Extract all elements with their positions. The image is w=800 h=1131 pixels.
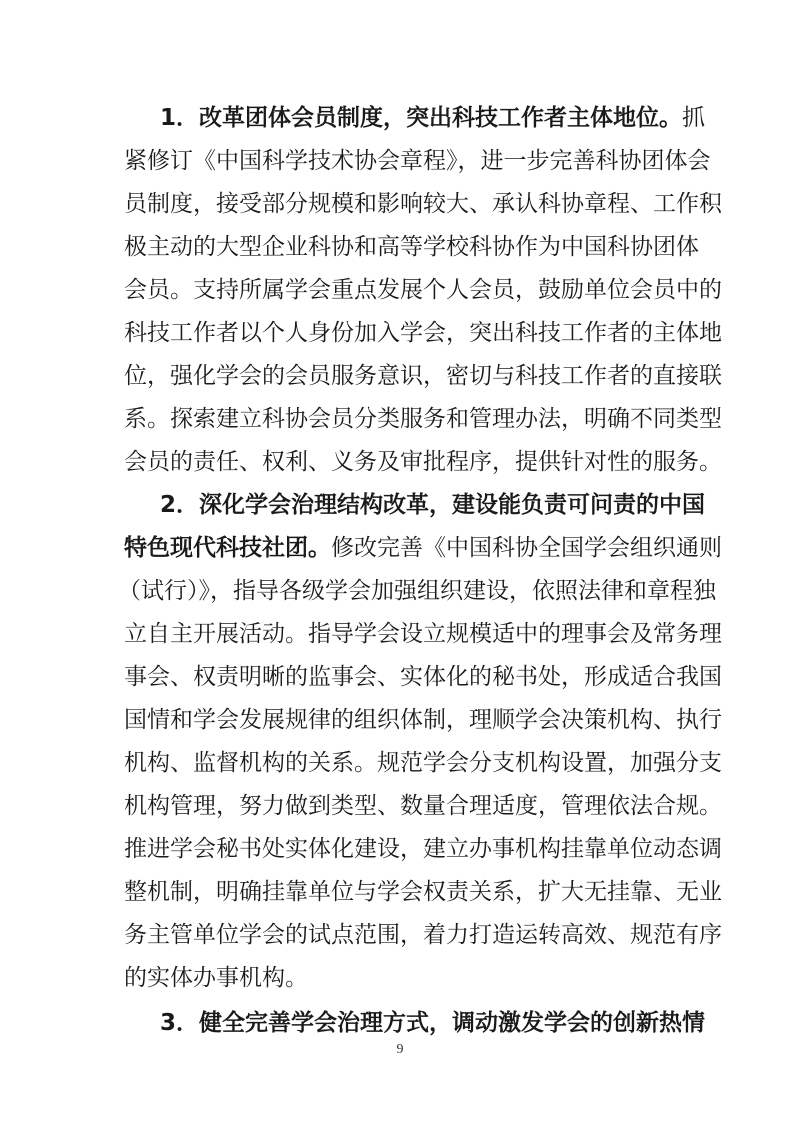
section1-line: 位，强化学会的会员服务意识，密切与科技工作者的直接联 [124,363,722,389]
section1-line: 会员。支持所属学会重点发展个人会员，鼓励单位会员中的 [124,277,722,303]
section1-heading: 1．改革团体会员制度，突出科技工作者主体地位。 [160,105,683,131]
section1-first-line [160,98,706,138]
section2-line: 机构管理，努力做到类型、数量合理适度，管理依法合规。 [124,793,722,819]
section1-line: 紧修订《中国科学技术协会章程》，进一步完善科协团体会 [124,148,711,174]
section2-line: （试行）》，指导各级学会加强组织建设，依照法律和章程独 [118,578,716,604]
section2-line2-tail: 修改完善《中国科协全国学会组织通则 [331,535,722,561]
section2-heading-line1: 2．深化学会治理结构改革，建设能负责可问责的中国 [160,492,706,518]
page-number: 9 [396,1042,404,1057]
section2-line: 事会、权责明晰的监事会、实体化的秘书处，形成适合我国 [124,664,722,690]
section1-line: 员制度，接受部分规模和影响较大、承认科协章程、工作积 [124,191,722,217]
section2-line: 整机制，明确挂靠单位与学会权责关系，扩大无挂靠、无业 [124,879,722,905]
section1-line: 极主动的大型企业科协和高等学校科协作为中国科协团体 [124,234,699,260]
section1-line: 系。探索建立科协会员分类服务和管理办法，明确不同类型 [124,406,722,432]
section2-line: 推进学会秘书处实体化建设，建立办事机构挂靠单位动态调 [124,836,722,862]
section2-line: 务主管单位学会的试点范围，着力打造运转高效、规范有序 [124,922,722,948]
section1-line1-tail: 抓 [682,105,706,131]
section2-line: 国情和学会发展规律的组织体制，理顺学会决策机构、执行 [124,707,722,733]
section1-line: 会员的责任、权利、义务及审批程序，提供针对性的服务。 [124,449,722,475]
section2-heading-line2: 特色现代科技社团。 [124,535,331,561]
section2-line: 的实体办事机构。 [124,965,308,991]
section2-second-line [124,528,722,568]
section2-line: 立自主开展活动。指导学会设立规模适中的理事会及常务理 [124,621,722,647]
section2-line: 机构、监督机构的关系。规范学会分支机构设置，加强分支 [124,750,722,776]
section1-line: 科技工作者以个人身份加入学会，突出科技工作者的主体地 [124,320,722,346]
section3-heading: 3．健全完善学会治理方式，调动激发学会的创新热情 [160,1010,706,1036]
